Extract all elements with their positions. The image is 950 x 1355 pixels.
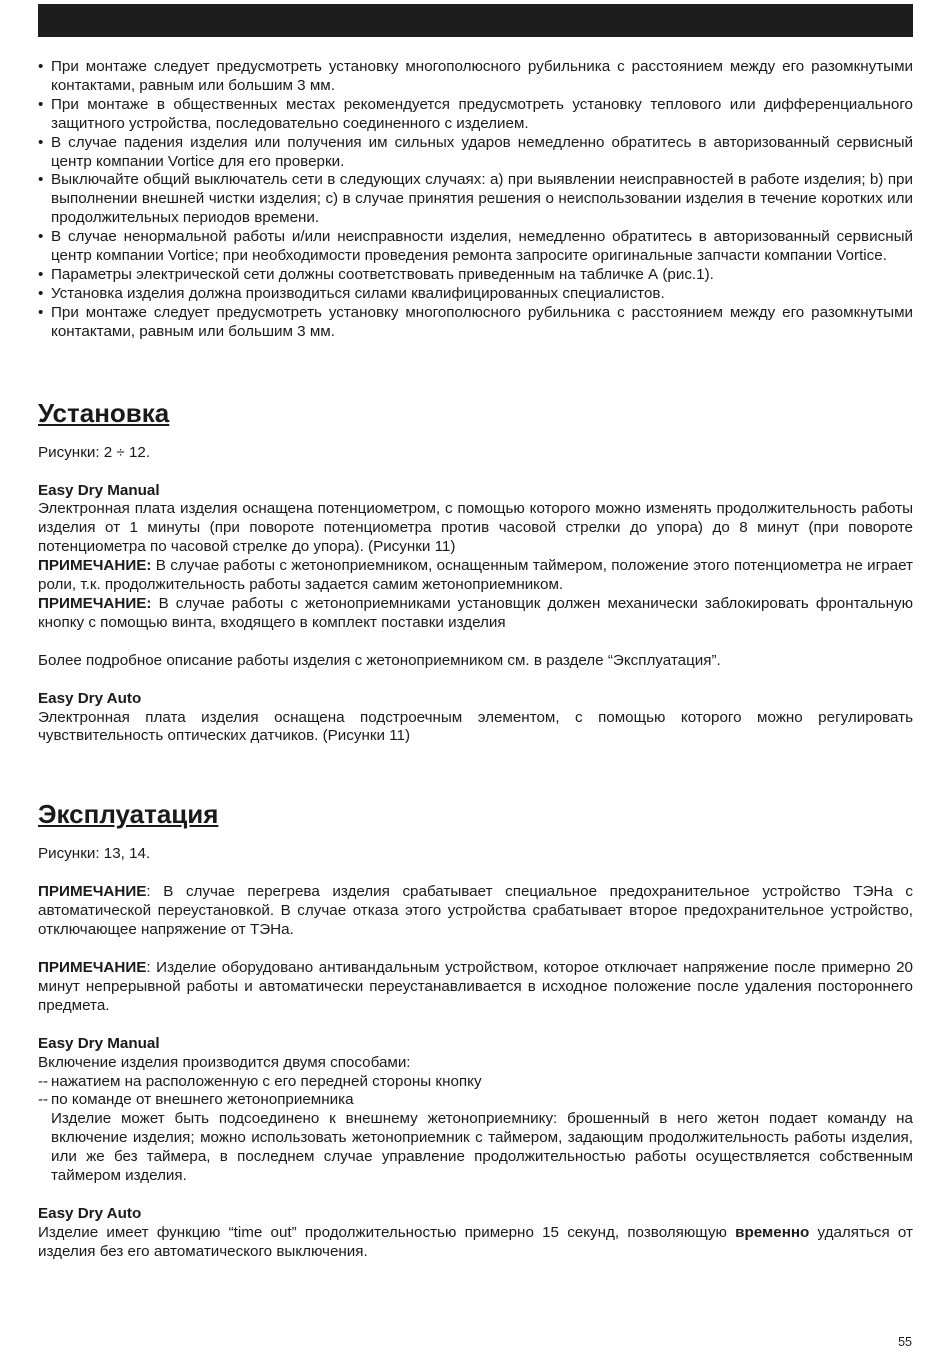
operation-note-1 (38, 883, 913, 940)
bullet-item: • Параметры электрической сети должны соответствовать приведенным на табличке А (рис.1). (38, 266, 913, 285)
note-label: ПРИМЕЧАНИЕ (38, 959, 147, 976)
bullet-item: • Установка изделия должна производиться силами квалифицированных специалистов. (38, 285, 913, 304)
bullet-item: • Выключайте общий выключатель сети в следующих случаях: a) при выявлении неисправностей в работе изделия; b) при выполнении внешней чистки изделия; c) в случае принятия решения о неиспользовании изделия в течение коротких или продолжительных периодов времени. (38, 171, 913, 228)
operation-auto-subheading: Easy Dry Auto (38, 1204, 142, 1222)
install-more-info: Более подробное описание работы изделия с жетоноприемником см. в разделе “Эксплуатация”. (38, 651, 721, 669)
operation-manual-subheading: Easy Dry Manual (38, 1034, 160, 1052)
operation-note-2 (38, 959, 913, 1016)
install-manual-text: Электронная плата изделия оснащена потенциометром, с помощью которого можно изменять продолжительность работы изделия от 1 минуты (при повороте потенциометра против часовой стрелки до упора) до 8 минут (при повороте потенциометра по часовой стрелке до упора). (Рисунки 11) (38, 500, 913, 556)
header-bar (38, 4, 913, 37)
install-note-1 (38, 557, 913, 595)
note-text: : В случае перегрева изделия срабатывает специальное предохранительное устройство ТЭНа с автоматической переустановкой. В случае отказа этого устройства срабатывает второе предохранительное устройство, отключающее напряжение от ТЭНа. (38, 883, 913, 939)
note-text: В случае работы с жетоноприемником, оснащенным таймером, положение этого потенциометра не играет роли, т.к. продолжительность работы задается самим жетоноприемником. (38, 557, 913, 594)
install-note-2 (38, 595, 913, 633)
bullet-item: • При монтаже следует предусмотреть установку многополюсного рубильника с расстоянием между его разомкнутыми контактами, равным или большим 3 мм. (38, 58, 913, 96)
note-label: ПРИМЕЧАНИЕ: (38, 557, 152, 575)
note-label: ПРИМЕЧАНИЕ: (38, 594, 152, 612)
note-label: ПРИМЕЧАНИЕ (38, 883, 147, 901)
operation-heading: Эксплуатация (38, 799, 219, 830)
page-number: 55 (898, 1335, 912, 1349)
bullet-item: • В случае падения изделия или получения им сильных ударов немедленно обратитесь в авторизованный сервисный центр компании Vortice для его проверки. (38, 134, 913, 172)
install-manual-subheading: Easy Dry Manual (38, 481, 160, 499)
auto-text-bold: временно (735, 1223, 810, 1241)
operation-manual-detail: Изделие может быть подсоединено к внешнему жетоноприемнику: брошенный в него жетон подает команду на включение изделия; можно использовать жетоноприемник с таймером, задающим продолжительность работы изделия, или же без таймера, в последнем случае управление продолжительностью работы осуществляется собственным таймером изделия. (51, 1110, 913, 1185)
auto-text-part: удаляться от изделия без его автоматического выключения. (38, 1223, 913, 1260)
safety-bullet-list (38, 58, 913, 342)
dash-item: -- по команде от внешнего жетоноприемника (38, 1091, 913, 1110)
operation-auto-text (38, 1224, 913, 1262)
auto-text-part: Изделие имеет функцию “time out” продолжительностью примерно 15 секунд, позволяющую (38, 1223, 736, 1241)
install-figures: Рисунки: 2 ÷ 12. (38, 443, 151, 461)
bullet-item: • При монтаже в общественных местах рекомендуется предусмотреть установку теплового или дифференциального защитного устройства, последовательно соединенного с изделием. (38, 96, 913, 134)
bullet-item: • При монтаже следует предусмотреть установку многополюсного рубильника с расстоянием между его разомкнутыми контактами, равным или большим 3 мм. (38, 304, 913, 342)
note-text: В случае работы с жетоноприемниками установщик должен механически заблокировать фронтальную кнопку с помощью винта, входящего в комплект поставки изделия (38, 594, 913, 631)
page-content (38, 58, 913, 1262)
operation-figures: Рисунки: 13, 14. (38, 845, 151, 863)
install-auto-text: Электронная плата изделия оснащена подстроечным элементом, с помощью которого можно регулировать чувствительность оптических датчиков. (Рисунки 11) (38, 708, 913, 745)
dash-item: -- нажатием на расположенную с его передней стороны кнопку (38, 1073, 913, 1092)
note-text: : Изделие оборудовано антивандальным устройством, которое отключает напряжение после примерно 20 минут непрерывной работы и автоматически переустанавливается в исходное положение после удаления постороннего предмета. (38, 959, 913, 1014)
bullet-item: • В случае ненормальной работы и/или неисправности изделия, немедленно обратитесь в авторизованный сервисный центр компании Vortice; при необходимости проведения ремонта запросите оригинальные запчасти компании Vortice. (38, 228, 913, 266)
install-auto-subheading: Easy Dry Auto (38, 689, 142, 707)
install-heading: Установка (38, 397, 170, 428)
operation-manual-intro: Включение изделия производится двумя способами: (38, 1053, 411, 1071)
